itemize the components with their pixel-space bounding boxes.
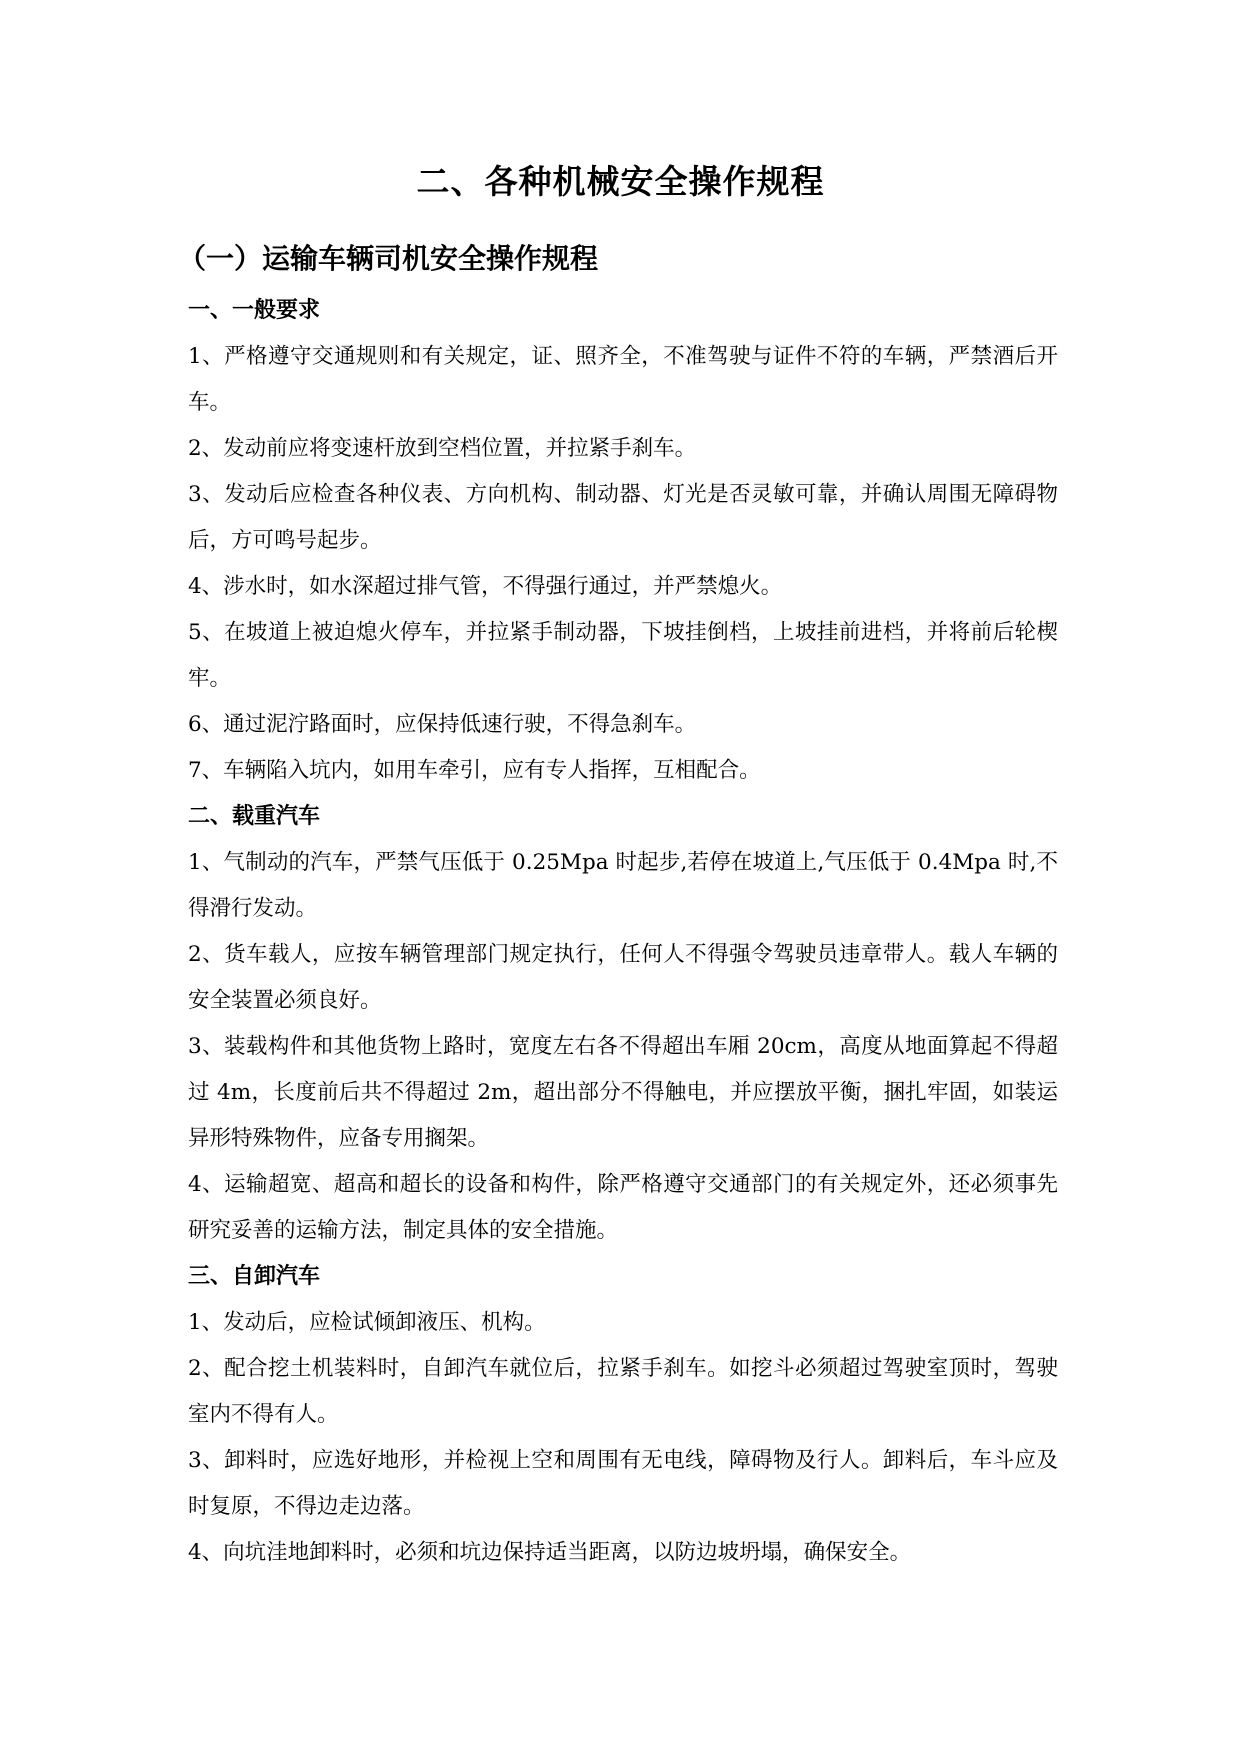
- list-item: 3、装载构件和其他货物上路时，宽度左右各不得超出车厢 20cm，高度从地面算起不得超过 4m，长度前后共不得超过 2m，超出部分不得触电，并应摆放平衡，捆扎牢固，如装运异形特殊物件，应备专用搁架。: [188, 1034, 1058, 1151]
- document-title: 二、各种机械安全操作规程: [416, 162, 825, 201]
- section-general-requirements: [188, 288, 1058, 794]
- list-item: 5、在坡道上被迫熄火停车，并拉紧手制动器，下坡挂倒档，上坡挂前进档，并将前后轮楔牢。: [188, 620, 1058, 691]
- list-item: 1、严格遵守交通规则和有关规定，证、照齐全，不准驾驶与证件不符的车辆，严禁酒后开车。: [188, 344, 1058, 415]
- list-item: 4、向坑洼地卸料时，必须和坑边保持适当距离，以防边坡坍塌，确保安全。: [188, 1540, 912, 1565]
- document-subtitle: （一）运输车辆司机安全操作规程: [178, 242, 599, 275]
- section-dump-truck: [188, 1254, 1058, 1576]
- list-item: 4、涉水时，如水深超过排气管，不得强行通过，并严禁熄火。: [188, 574, 783, 599]
- section-cargo-truck: [188, 794, 1058, 1254]
- list-item: 2、配合挖土机装料时，自卸汽车就位后，拉紧手刹车。如挖斗必须超过驾驶室顶时，驾驶室内不得有人。: [188, 1356, 1058, 1427]
- list-item: 4、运输超宽、超高和超长的设备和构件，除严格遵守交通部门的有关规定外，还必须事先研究妥善的运输方法，制定具体的安全措施。: [188, 1172, 1058, 1243]
- list-item: 1、发动后，应检试倾卸液压、机构。: [188, 1310, 546, 1335]
- document-body: [178, 236, 1058, 1576]
- list-item: 3、发动后应检查各种仪表、方向机构、制动器、灯光是否灵敏可靠，并确认周围无障碍物后，方可鸣号起步。: [188, 482, 1058, 553]
- list-item: 2、货车载人，应按车辆管理部门规定执行，任何人不得强令驾驶员违章带人。载人车辆的安全装置必须良好。: [188, 942, 1058, 1013]
- section-heading: 二、载重汽车: [188, 804, 321, 829]
- list-item: 3、卸料时，应选好地形，并检视上空和周围有无电线，障碍物及行人。卸料后，车斗应及时复原，不得边走边落。: [188, 1448, 1058, 1519]
- list-item: 7、车辆陷入坑内，如用车牵引，应有专人指挥，互相配合。: [188, 758, 761, 783]
- list-item: 2、发动前应将变速杆放到空档位置，并拉紧手刹车。: [188, 436, 697, 461]
- list-item: 1、气制动的汽车，严禁气压低于 0.25Mpa 时起步,若停在坡道上,气压低于 0.4Mpa 时,不得滑行发动。: [188, 850, 1058, 921]
- list-item: 6、通过泥泞路面时，应保持低速行驶，不得急刹车。: [188, 712, 697, 737]
- section-heading: 三、自卸汽车: [188, 1264, 321, 1289]
- section-heading: 一、一般要求: [188, 298, 321, 323]
